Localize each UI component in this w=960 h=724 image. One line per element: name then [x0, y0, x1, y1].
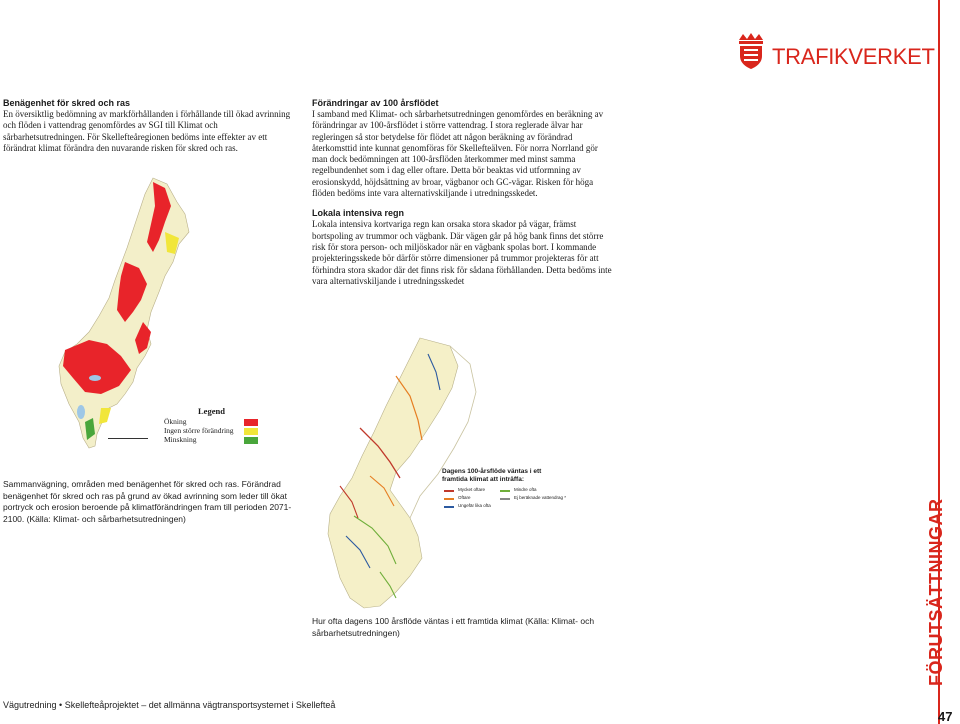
legend-item-decrease — [164, 435, 197, 444]
flood-map-caption: Hur ofta dagens 100 årsflöde väntas i ett framtida klimat (Källa: Klimat- och sårbarhetsutredningen) — [312, 616, 595, 638]
flood-legend-title-2: framtida klimat att inträffa: — [442, 476, 524, 483]
flood-legend-same: Ungefär lika ofta — [458, 503, 491, 508]
legend-label: Ingen större förändring — [164, 426, 234, 435]
legend-label: Minskning — [164, 435, 197, 444]
swatch-decrease — [244, 437, 258, 444]
section-heading-rain: Lokala intensiva regn — [312, 208, 405, 219]
page-number: 47 — [938, 709, 953, 724]
section-body-rain: Lokala intensiva kortvariga regn kan orsaka stora skador på vägar, främst bortspoling av trummor och vägbank. Där vägen går på hög bank finns det större risk för stora person- och miljöskador när en vägbank spolas bort. I kommande projekteringsskede bör därför större dimensioner på trummor projekteras för att förhindra stora skador där det finns risk för sådana förhållanden. Detta bedöms inte vara alternativskiljande i utredningsskedet — [312, 219, 612, 286]
right-text-block — [312, 98, 612, 287]
flood-swatch-less — [500, 490, 510, 492]
flood-legend-less: Mindre ofta — [514, 487, 537, 492]
legend-title: Legend — [198, 406, 225, 416]
landslide-map-caption: Sammanvägning, områden med benägenhet för skred och ras. Förändrad benägenhet för skred och ras på grund av ökad avrinning som leder till ökat portryck och erosion beroende på klimatförändringen fram till perioden 2071-2100. (Källa: Klimat- och sårbarhetsutredningen) — [3, 479, 292, 524]
flood-swatch-not-calc — [500, 498, 510, 500]
flood-legend-title-1: Dagens 100-årsflöde väntas i ett — [442, 468, 542, 475]
crown-shield-icon — [734, 32, 768, 70]
landslide-legend — [108, 406, 268, 454]
section-body-floods: I samband med Klimat- och sårbarhetsutredningen genomfördes en beräkning av förändringar av 100-årsflödet i större vattendrag. I stora reglerade älvar har regleringen så stor betydelse för flödet att någon beräkning av förändrad återkomsttid inte kunnat genomföras för Skellefteälven. För norra Norrland gör man dock bedömningen att 100-årsflöden återkommer med minst samma regelbundenhet som i dag eller oftare. Detta bör beaktas vid utformning av erosionskydd, höjdsättning av broar, vägbanor och GC-vägar. Risken för höga flöden bedöms inte vara alternativskiljande i utredningsskedet. — [312, 109, 604, 199]
flood-legend-much-more: Mycket oftare — [458, 487, 486, 492]
swatch-increase — [244, 419, 258, 426]
flood-legend — [442, 468, 592, 520]
section-body-landslide: En översiktlig bedömning av markförhållanden i förhållande till ökad avrinning och flöden i vattendrag genomfördes av SGI till Klimat och sårbarhetsutredningen. För Skellefteåregionen bedöms inte effekter av ett förändrat klimat förändra den nuvarande risken för skred och ras. — [3, 109, 291, 153]
flood-legend-not-calc: Ej beräknade vattendrag * — [514, 495, 567, 500]
left-text-block — [3, 98, 301, 154]
legend-scale-bar — [108, 438, 148, 441]
section-label-vertical: FÖRUTSÄTTNINGAR — [926, 498, 946, 686]
flood-swatch-much-more — [444, 490, 454, 492]
legend-item-nochange — [164, 426, 234, 435]
section-heading-landslide: Benägenhet för skred och ras — [3, 98, 131, 108]
flood-swatch-more — [444, 498, 454, 500]
trafikverket-logo — [734, 32, 768, 75]
swatch-nochange — [244, 428, 258, 435]
brand-name: TRAFIKVERKET — [772, 44, 935, 69]
section-heading-floods: Förändringar av 100 årsflödet — [312, 98, 439, 108]
flood-legend-more: Oftare — [458, 495, 471, 500]
flood-swatch-same — [444, 506, 454, 508]
page-footer: Vägutredning • Skellefteåprojektet – det allmänna vägtransportsystemet i Skellefteå — [3, 700, 336, 710]
legend-label: Ökning — [164, 417, 187, 426]
legend-item-increase — [164, 417, 187, 426]
